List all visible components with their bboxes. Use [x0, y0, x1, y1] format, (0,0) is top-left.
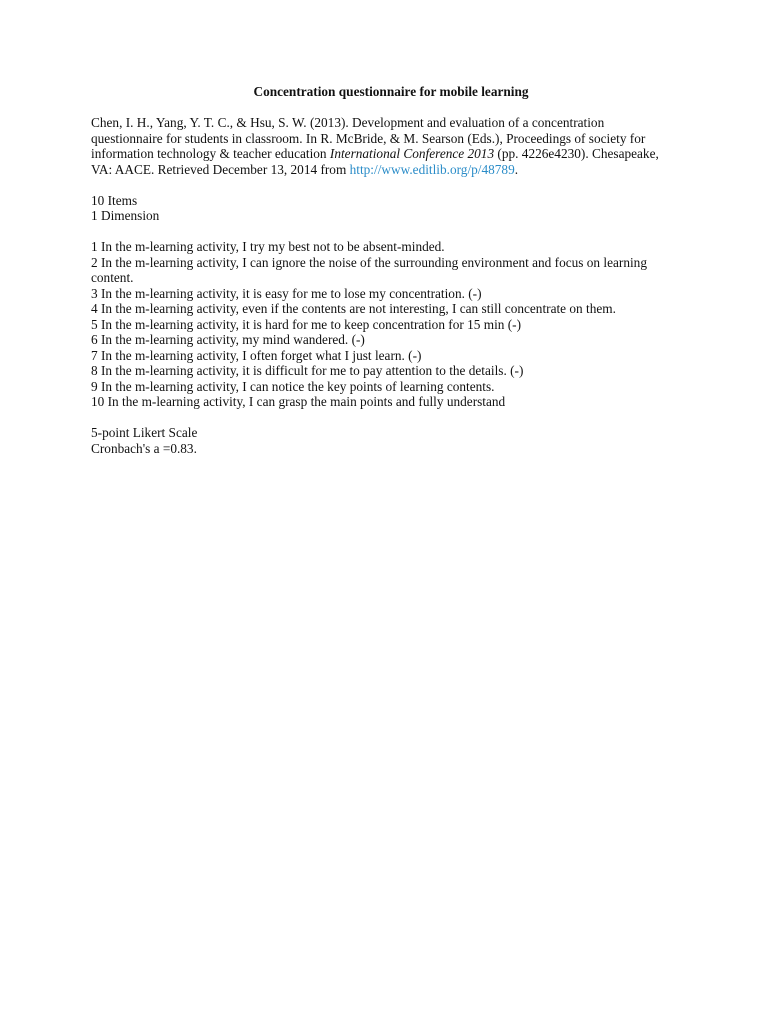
reference-citation [91, 115, 671, 177]
dimension-count: 1 Dimension [91, 208, 160, 223]
questionnaire-item: 8 In the m-learning activity, it is difficult for me to pay attention to the details. (-) [91, 363, 524, 378]
questionnaire-summary [91, 193, 691, 224]
reference-link[interactable]: http://www.editlib.org/p/48789 [349, 161, 515, 177]
questionnaire-items [91, 239, 691, 410]
questionnaire-item: 6 In the m-learning activity, my mind wandered. (-) [91, 332, 365, 347]
questionnaire-item: 7 In the m-learning activity, I often forget what I just learn. (-) [91, 347, 422, 363]
questionnaire-item: 2 In the m-learning activity, I can ignore the noise of the surrounding environment and focus on learning content. [91, 254, 647, 285]
document-title: Concentration questionnaire for mobile learning [253, 84, 529, 99]
likert-scale: 5-point Likert Scale [91, 425, 198, 440]
reference-text-part3: . [514, 161, 519, 177]
document-page [91, 84, 691, 456]
questionnaire-item: 10 In the m-learning activity, I can grasp the main points and fully understand [91, 394, 506, 409]
reference-text-part1: Chen, I. H., Yang, Y. T. C., & Hsu, S. W. (2013). Development and evaluation of a concentration questionnaire for students in classroom. In R. McBride, & M. Searson (Eds.), Proceedings of society for information technology & teacher education [91, 115, 646, 161]
questionnaire-item: 5 In the m-learning activity, it is hard for me to keep concentration for 15 min (-) [91, 316, 522, 332]
items-count: 10 Items [91, 192, 138, 208]
reference-text-part2: (pp. 4226e4230). Chesapeake, VA: AACE. Retrieved December 13, 2014 from [91, 146, 659, 177]
questionnaire-item: 3 In the m-learning activity, it is easy for me to lose my concentration. (-) [91, 285, 482, 301]
questionnaire-item: 1 In the m-learning activity, I try my best not to be absent-minded. [91, 239, 445, 254]
scale-info [91, 425, 691, 456]
questionnaire-item: 4 In the m-learning activity, even if the contents are not interesting, I can still concentrate on them. [91, 301, 616, 316]
reference-conference: International Conference 2013 [329, 146, 495, 161]
questionnaire-item: 9 In the m-learning activity, I can notice the key points of learning contents. [91, 378, 495, 394]
cronbach-alpha: Cronbach's a =0.83. [91, 440, 197, 456]
